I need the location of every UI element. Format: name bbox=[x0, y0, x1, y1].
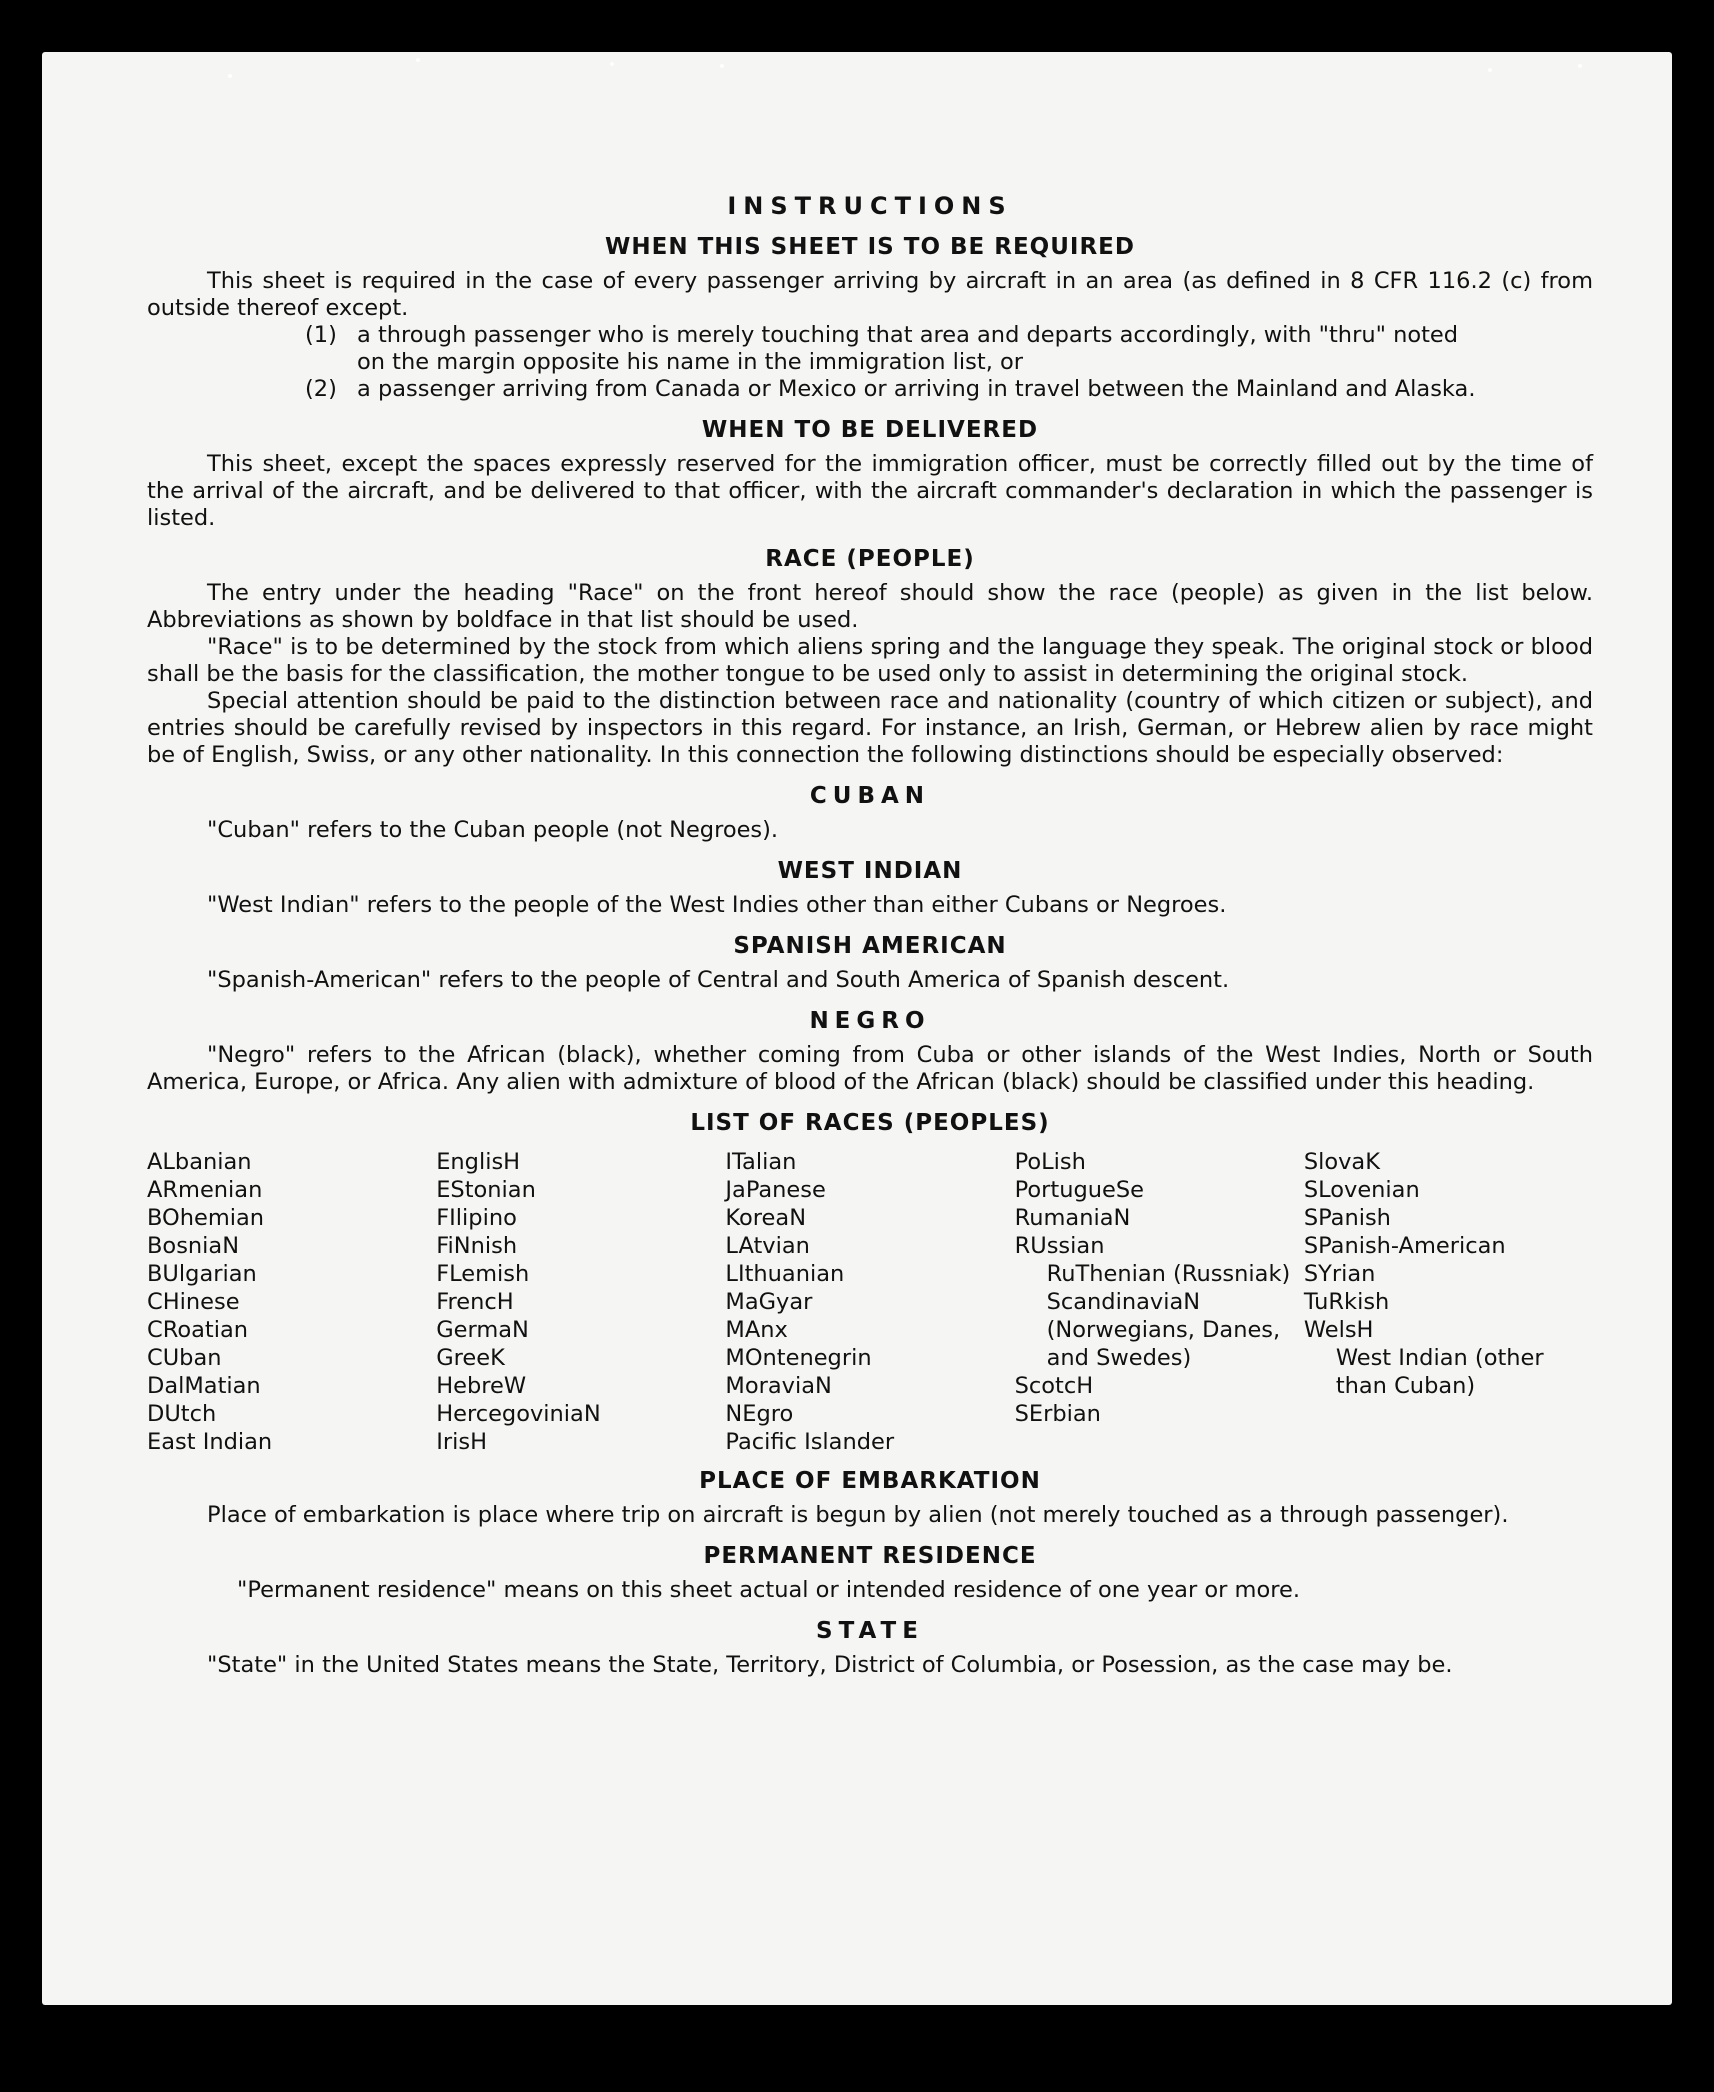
race-item: NEgro bbox=[725, 1401, 794, 1427]
race-paragraph: "Race" is to be determined by the stock from which aliens spring and the language they speak. The original stock or blood shall be the basis for the classification, the mother tongue to be used only to assist in determining the original stock. bbox=[147, 634, 1593, 687]
race-item: GermaN bbox=[436, 1317, 529, 1343]
race-item: JaPanese bbox=[725, 1177, 826, 1203]
negro-text: "Negro" refers to the African (black), whether coming from Cuba or other islands of the West Indies, North or South America, Europe, or Africa. Any alien with admixture of blood of the African (black) should be classified under this heading. bbox=[147, 1042, 1593, 1095]
punch-dot bbox=[1488, 68, 1492, 72]
race-item: LAtvian bbox=[725, 1233, 810, 1259]
residence-text: "Permanent residence" means on this sheet actual or intended residence of one year or more. bbox=[237, 1577, 1300, 1603]
west-indian-text: "West Indian" refers to the people of the West Indies other than either Cubans or Negroes. bbox=[207, 892, 1227, 918]
section-heading-when-delivered: WHEN TO BE DELIVERED bbox=[701, 417, 1039, 443]
race-item: LIthuanian bbox=[725, 1261, 845, 1287]
punch-dot bbox=[416, 58, 420, 62]
section-heading-embarkation: PLACE OF EMBARKATION bbox=[699, 1468, 1041, 1494]
punch-dot bbox=[1578, 64, 1582, 68]
race-item: West Indian (other than Cuban) bbox=[1335, 1345, 1544, 1399]
race-item: SlovaK bbox=[1303, 1149, 1380, 1175]
exception-item: (1) a through passenger who is merely touching that area and departs accordingly, with "thru" noted bbox=[305, 322, 1459, 348]
section-heading-when-required: WHEN THIS SHEET IS TO BE REQUIRED bbox=[605, 234, 1135, 260]
race-item: FIlipino bbox=[436, 1205, 517, 1231]
punch-dot bbox=[610, 62, 614, 66]
state-text: "State" in the United States means the State, Territory, District of Columbia, or Posession, as the case may be. bbox=[207, 1652, 1453, 1678]
races-column bbox=[1304, 1148, 1593, 1456]
race-item: SLovenian bbox=[1303, 1177, 1420, 1203]
race-item: CRoatian bbox=[147, 1317, 249, 1343]
race-item: FiNnish bbox=[436, 1233, 518, 1259]
race-paragraph: The entry under the heading "Race" on the front hereof should show the race (people) as given in the list below. Abbreviations as shown by boldface in that list should be used. bbox=[147, 580, 1593, 633]
race-item: RumaniaN bbox=[1014, 1205, 1131, 1231]
embarkation-text: Place of embarkation is place where trip on aircraft is begun by alien (not merely touched as a through passenger). bbox=[207, 1502, 1509, 1528]
race-item: Pacific Islander bbox=[725, 1429, 895, 1455]
race-item: DUtch bbox=[147, 1401, 217, 1427]
race-item: EnglisH bbox=[436, 1149, 521, 1175]
exception-list bbox=[147, 322, 1593, 403]
race-item: HebreW bbox=[436, 1373, 527, 1399]
race-item: DalMatian bbox=[147, 1373, 261, 1399]
race-item: BOhemian bbox=[147, 1205, 265, 1231]
races-column bbox=[147, 1148, 436, 1456]
races-column bbox=[436, 1148, 725, 1456]
spanish-american-text: "Spanish-American" refers to the people of Central and South America of Spanish descent. bbox=[207, 967, 1230, 993]
race-item: EStonian bbox=[436, 1177, 536, 1203]
race-item: SYrian bbox=[1303, 1261, 1376, 1287]
exception-item: (2) a passenger arriving from Canada or Mexico or arriving in travel between the Mainland and Alaska. bbox=[305, 376, 1476, 402]
race-item: East Indian bbox=[147, 1429, 273, 1455]
races-column bbox=[1015, 1148, 1304, 1456]
race-item: FrencH bbox=[436, 1289, 514, 1315]
race-item: MoraviaN bbox=[725, 1373, 832, 1399]
race-item: ScandinaviaN (Norwegians, Danes, and Swedes) bbox=[1046, 1289, 1281, 1371]
race-item: MaGyar bbox=[725, 1289, 813, 1315]
race-item: RUssian bbox=[1014, 1233, 1105, 1259]
instructions-content bbox=[147, 140, 1593, 1679]
section-heading-spanish-american: SPANISH AMERICAN bbox=[733, 933, 1007, 959]
race-item: GreeK bbox=[436, 1345, 505, 1371]
race-item: SPanish bbox=[1303, 1205, 1391, 1231]
race-item: IrisH bbox=[436, 1429, 487, 1455]
race-item: MAnx bbox=[725, 1317, 788, 1343]
race-item: ScotcH bbox=[1014, 1373, 1094, 1399]
when-delivered-text: This sheet, except the spaces expressly reserved for the immigration officer, must be correctly filled out by the time of the arrival of the aircraft, and be delivered to that officer, with the aircraft commander's declaration in which the passenger is listed. bbox=[147, 451, 1593, 531]
race-item: CUban bbox=[147, 1345, 222, 1371]
race-item: FLemish bbox=[436, 1261, 530, 1287]
race-item: KoreaN bbox=[725, 1205, 807, 1231]
section-heading-cuban: CUBAN bbox=[809, 783, 931, 809]
section-heading-list-of-races: LIST OF RACES (PEOPLES) bbox=[690, 1110, 1050, 1136]
section-heading-residence: PERMANENT RESIDENCE bbox=[703, 1543, 1037, 1569]
race-item: SErbian bbox=[1014, 1401, 1101, 1427]
race-item: WelsH bbox=[1303, 1317, 1374, 1343]
race-item: HercegoviniaN bbox=[436, 1401, 601, 1427]
exception-item-continuation: on the margin opposite his name in the immigration list, or bbox=[357, 349, 1024, 375]
race-item: RuThenian (Russniak) bbox=[1046, 1261, 1291, 1287]
race-item: BosniaN bbox=[147, 1233, 240, 1259]
race-item: ITalian bbox=[725, 1149, 797, 1175]
race-item: ARmenian bbox=[147, 1177, 263, 1203]
race-item: ALbanian bbox=[147, 1149, 252, 1175]
punch-dot bbox=[720, 64, 724, 68]
punch-dot bbox=[228, 74, 232, 78]
race-item: PoLish bbox=[1014, 1149, 1086, 1175]
when-required-text: This sheet is required in the case of every passenger arriving by aircraft in an area (as defined in 8 CFR 116.2 (c) from outside thereof except. bbox=[147, 268, 1593, 321]
race-item: MOntenegrin bbox=[725, 1345, 872, 1371]
races-list bbox=[147, 1148, 1593, 1456]
race-item: BUlgarian bbox=[147, 1261, 257, 1287]
section-heading-west-indian: WEST INDIAN bbox=[777, 858, 963, 884]
page-title: INSTRUCTIONS bbox=[727, 192, 1013, 220]
section-heading-state: STATE bbox=[816, 1618, 924, 1644]
cuban-text: "Cuban" refers to the Cuban people (not Negroes). bbox=[207, 817, 779, 843]
race-item: TuRkish bbox=[1303, 1289, 1390, 1315]
race-item: CHinese bbox=[147, 1289, 240, 1315]
race-paragraph: Special attention should be paid to the distinction between race and nationality (country of which citizen or subject), and entries should be carefully revised by inspectors in this regard. For instance, an Irish, German, or Hebrew alien by race might be of English, Swiss, or any other nationality. In this connection the following distinctions should be especially observed: bbox=[147, 688, 1593, 768]
race-item: PortugueSe bbox=[1014, 1177, 1144, 1203]
section-heading-race: RACE (PEOPLE) bbox=[765, 546, 975, 572]
section-heading-negro: NEGRO bbox=[809, 1008, 931, 1034]
races-column bbox=[725, 1148, 1014, 1456]
race-item: SPanish-American bbox=[1303, 1233, 1506, 1259]
